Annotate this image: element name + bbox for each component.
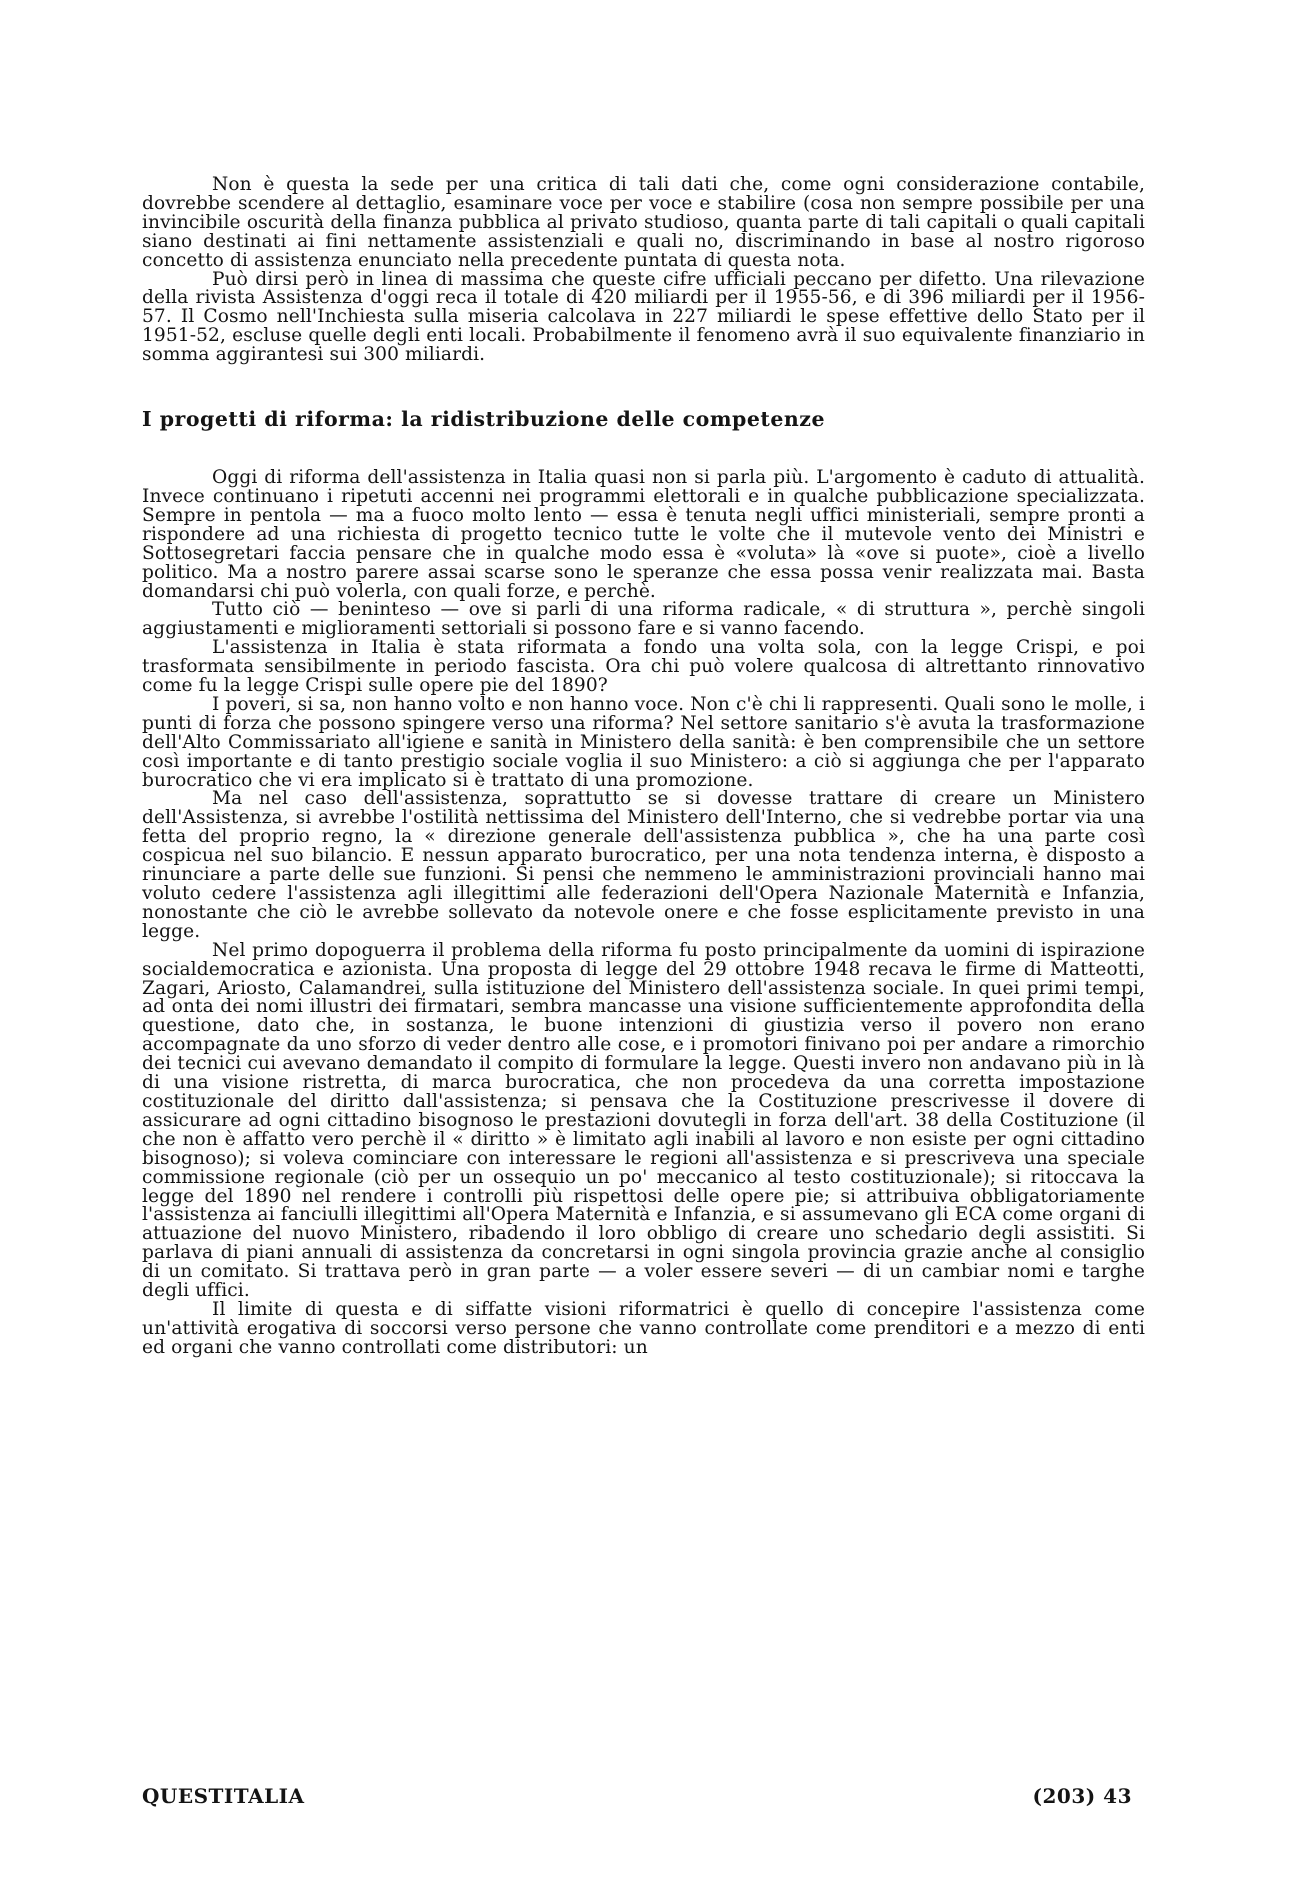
section-paragraph-6: Nel primo dopoguerra il problema della riforma fu posto principalmente da uomini di ispirazione socialdemocratica e azionista. Una proposta di legge del 29 ottobre 1948 recava le firme di Matteotti, Zagari, Ariosto, Calamandrei, sulla istituzione del Ministero dell'assistenza sociale. In quei primi tempi, ad onta dei nomi illustri dei firmatari, sembra mancasse una visione sufficientemente approfondita della questione, dato che, in sostanza, le buone intenzioni di giustizia verso il povero non erano accompagnate da uno sforzo di veder dentro alle cose, e i promotori finivano poi per andare a rimorchio dei tecnici cui avevano demandato il compito di formulare la legge. Questi invero non andavano più in là di una visione ristretta, di marca burocratica, che non procedeva da una corretta impostazione costituzionale del diritto dall'assistenza; si pensava che la Costituzione prescrivesse il dovere di assicurare ad ogni cittadino bisognoso le prestazioni dovutegli in forza dell'art. 38 della Costituzione (il che non è affatto vero perchè il « diritto » è limitato agli inabili al lavoro e non esiste per ogni cittadino bisognoso); si voleva cominciare con interessare le regioni all'assistenza e si prescriveva una speciale commissione regionale (ciò per un ossequio un po' meccanico al testo costituzionale); si ritoccava la legge del 1890 nel rendere i controlli più rispettosi delle opere pie; si attribuiva obbligatoriamente l'assistenza ai fanciulli illegittimi all'Opera Maternità e Infanzia, e si assumevano gli ECA come organi di attuazione del nuovo Ministero, ribadendo il loro obbligo di creare uno schedario degli assistiti. Si parlava di piani annuali di assistenza da concretarsi in ogni singola provincia grazie anche al consiglio di un comitato. Si trattava però in gran parte — a voler essere severi — di un cambiar nomi e targhe degli uffici. <box>142 939 1145 1302</box>
section-paragraph-4: I poveri, si sa, non hanno volto e non hanno voce. Non c'è chi li rappresenti. Quali sono le molle, i punti di forza che possono spingere verso una riforma? Nel settore sanitario s'è avuta la trasformazione dell'Alto Commissariato all'igiene e sanità in Ministero della sanità: è ben comprensibile che un settore così importante e di tanto prestigio sociale voglia il suo Ministero: a ciò si aggiunga che per l'apparato burocratico che vi era implicato si è trattato di una promozione. <box>142 693 1145 791</box>
section-paragraph-5: Ma nel caso dell'assistenza, soprattutto se si dovesse trattare di creare un Ministero dell'Assistenza, si avrebbe l'ostilità nettissima del Ministero dell'Interno, che si vedrebbe portar via una fetta del proprio regno, la « direzione generale dell'assistenza pubblica », che ha una parte così cospicua nel suo bilancio. E nessun apparato burocratico, per una nota tendenza interna, è disposto a rinunciare a parte delle sue funzioni. Si pensi che nemmeno le amministrazioni provinciali hanno mai voluto cedere l'assistenza agli illegittimi alle federazioni dell'Opera Nazionale Maternità e Infanzia, nonostante che ciò le avrebbe sollevato da notevole onere e che fosse esplicitamente previsto in una legge. <box>142 788 1145 942</box>
section-paragraph-3: L'assistenza in Italia è stata riformata a fondo una volta sola, con la legge Crispi, e poi trasformata sensibilmente in periodo fascista. Ora chi può volere qualcosa di altrettanto rinnovativo come fu la legge Crispi sulle opere pie del 1890? <box>142 637 1145 697</box>
section-paragraph-2: Tutto ciò — beninteso — ove si parli di una riforma radicale, « di struttura », perchè singoli aggiustamenti e miglioramenti settoriali si possono fare e si vanno facendo. <box>142 599 1145 640</box>
intro-paragraph-2: Può dirsi però in linea di massima che queste cifre ufficiali peccano per difetto. Una rilevazione della rivista Assistenza d'oggi reca il totale di 420 miliardi per il 1955-56, e di 396 miliardi per il 1956-57. Il Cosmo nell'Inchiesta sulla miseria calcolava in 227 miliardi le spese effettive dello Stato per il 1951-52, escluse quelle degli enti locali. Probabilmente il fenomeno avrà il suo equivalente finanziario in somma aggirantesi sui 300 miliardi. <box>142 268 1145 366</box>
page-body <box>142 176 1145 1358</box>
intro-paragraph-1: Non è questa la sede per una critica di tali dati che, come ogni considerazione contabile, dovrebbe scendere al dettaglio, esaminare voce per voce e stabilire (cosa non sempre possibile per una invincibile oscurità della finanza pubblica al privato studioso, quanta parte di tali capitali o quali capitali siano destinati ai fini nettamente assistenziali e quali no, discriminando in base al nostro rigoroso concetto di assistenza enunciato nella precedente puntata di questa nota. <box>142 174 1145 271</box>
journal-name: QUESTITALIA <box>142 1784 305 1808</box>
section-paragraph-1: Oggi di riforma dell'assistenza in Italia quasi non si parla più. L'argomento è caduto di attualità. Invece continuano i ripetuti accenni nei programmi elettorali e in qualche pubblicazione specializzata. Sempre in pentola — ma a fuoco molto lento — essa è tenuta negli uffici ministeriali, sempre pronti a rispondere ad una richiesta di progetto tecnico tutte le volte che il mutevole vento dei Ministri e Sottosegretari faccia pensare che in qualche modo essa è «voluta» là «ove si puote», cioè a livello politico. Ma a nostro parere assai scarse sono le speranze che essa possa venir realizzata mai. Basta domandarsi chi può volerla, con quali forze, e perchè. <box>142 467 1145 602</box>
section-heading: I progetti di riforma: la ridistribuzione delle competenze <box>142 407 825 432</box>
page-footer <box>142 1784 1132 1808</box>
section-paragraph-7: Il limite di questa e di siffatte visioni riformatrici è quello di concepire l'assistenza come un'attività erogativa di soccorsi verso persone che vanno controllate come prenditori e a mezzo di enti ed organi che vanno controllati come distributori: un <box>142 1298 1145 1358</box>
page-number: (203) 43 <box>1032 1784 1132 1808</box>
